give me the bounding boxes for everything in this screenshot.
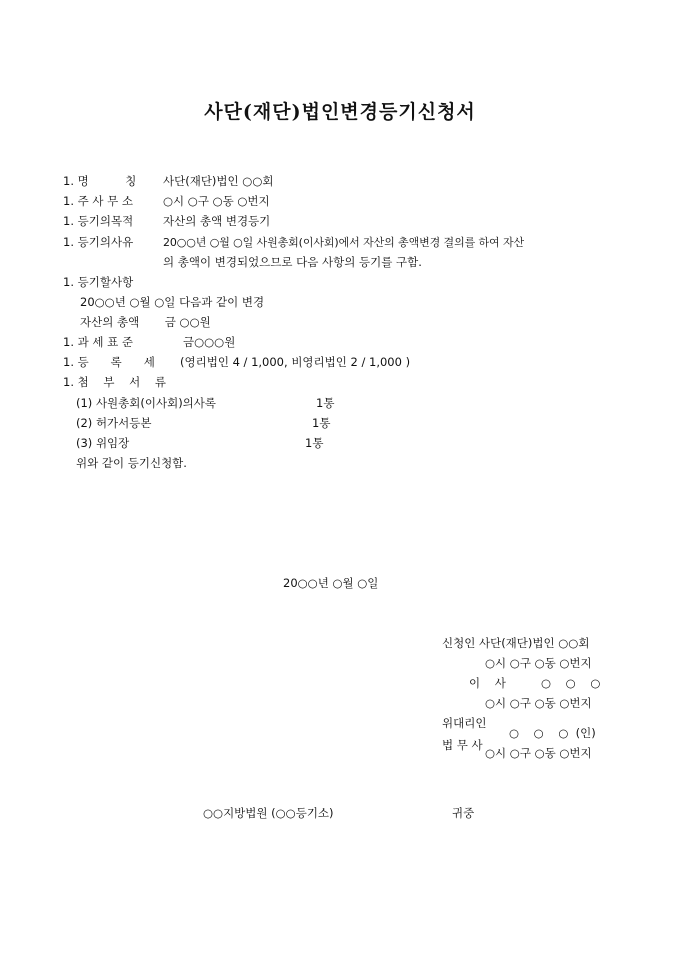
matters-line-1: 20○○년 ○월 ○일 다음과 같이 변경 xyxy=(80,295,265,309)
purpose-label: 1. 등기의목적 xyxy=(63,214,134,228)
name-value: 사단(재단)법인 ○○회 xyxy=(163,174,274,188)
attachment-name: (2) 허가서등본 xyxy=(76,416,152,430)
agent-label-2: 법 무 사 xyxy=(442,738,483,752)
address-label: 1. 주 사 무 소 xyxy=(63,194,134,208)
director-name: ○ ○ ○ xyxy=(541,676,601,690)
tax-base-value: 금○○○원 xyxy=(183,335,236,349)
application-date: 20○○년 ○월 ○일 xyxy=(283,576,379,590)
tax-base-label: 1. 과 세 표 준 xyxy=(63,335,134,349)
director-label: 이 사 xyxy=(469,676,506,690)
attachments-label: 1. 첨 부 서 류 xyxy=(63,375,166,389)
applicant-line: 신청인 사단(재단)법인 ○○회 xyxy=(442,636,590,650)
director-address: ○시 ○구 ○동 ○번지 xyxy=(485,696,592,710)
attachment-count: 1통 xyxy=(316,396,335,410)
applicant-address: ○시 ○구 ○동 ○번지 xyxy=(485,656,592,670)
matters-line-2: 자산의 총액 금 ○○원 xyxy=(80,315,211,329)
agent-label-1: 위대리인 xyxy=(442,716,487,730)
attachment-count: 1통 xyxy=(312,416,331,430)
purpose-value: 자산의 총액 변경등기 xyxy=(163,214,271,228)
address-value: ○시 ○구 ○동 ○번지 xyxy=(163,194,270,208)
registration-tax-label: 1. 등 록 세 xyxy=(63,355,155,369)
attachment-name: (3) 위임장 xyxy=(76,436,130,450)
document-title: 사단(재단)법인변경등기신청서 xyxy=(204,101,476,123)
name-label: 1. 명 칭 xyxy=(63,174,137,188)
court-name: ○○지방법원 (○○등기소) xyxy=(203,806,334,820)
agent-name-seal: ○ ○ ○ (인) xyxy=(509,726,596,740)
reason-label: 1. 등기의사유 xyxy=(63,235,134,249)
closing-statement: 위와 같이 등기신청함. xyxy=(76,456,187,470)
attachment-count: 1통 xyxy=(305,436,324,450)
matters-label: 1. 등기할사항 xyxy=(63,275,134,289)
reason-text-line-1: 20○○년 ○월 ○일 사원총회(이사회)에서 자산의 총액변경 결의를 하여 자산 xyxy=(163,236,525,249)
registration-tax-value: (영리법인 4 / 1,000, 비영리법인 2 / 1,000 ) xyxy=(180,355,411,369)
reason-text-line-2: 의 총액이 변경되었으므로 다음 사항의 등기를 구함. xyxy=(163,255,422,269)
agent-address: ○시 ○구 ○동 ○번지 xyxy=(485,746,592,760)
attachment-name: (1) 사원총회(이사회)의사록 xyxy=(76,396,217,410)
addressee-honorific: 귀중 xyxy=(452,806,475,820)
